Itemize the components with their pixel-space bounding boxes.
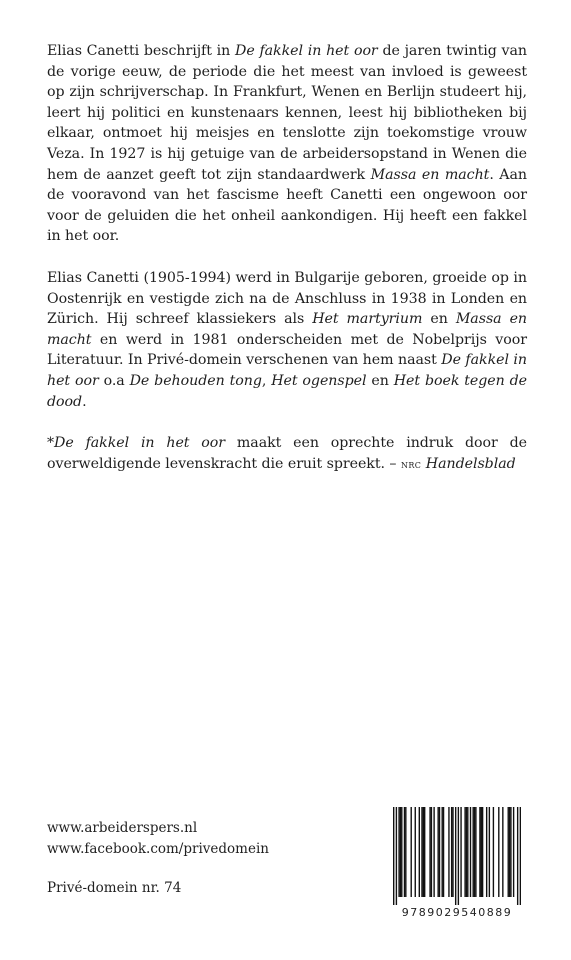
- barcode-bar: [405, 807, 406, 897]
- book-title: Massa en macht: [370, 166, 490, 183]
- facebook-link[interactable]: www.facebook.com/privedomein: [47, 841, 269, 857]
- barcode-bar: [486, 807, 487, 897]
- barcode-bar: [475, 807, 476, 897]
- barcode-bar: [439, 807, 440, 897]
- barcode-bar: [411, 807, 412, 897]
- text-run: Elias Canetti beschrijft in: [47, 43, 236, 59]
- isbn-digits: 9789029540889: [401, 906, 513, 919]
- barcode-bar: [393, 807, 394, 905]
- barcode-bar: [429, 807, 430, 897]
- book-title: Massa en macht: [47, 311, 528, 348]
- barcode-bar: [520, 807, 521, 905]
- press-source-prefix: nrc: [400, 456, 422, 471]
- barcode-bar: [513, 807, 514, 897]
- text-run: en werd in 1981 onderscheiden met de Nobelprijs voor Literatuur. In Privé-domein verschenen van hem naast: [47, 331, 527, 369]
- barcode-bar: [421, 807, 422, 897]
- barcode-bar: [404, 807, 405, 897]
- blurb-paragraph-press-quote: [47, 433, 527, 474]
- barcode-bar: [437, 807, 438, 897]
- barcode-bar: [452, 807, 453, 897]
- barcode-bar: [466, 807, 467, 897]
- barcode-bars: [393, 807, 521, 905]
- barcode-bar: [415, 807, 416, 897]
- text-run: maakt een oprechte indruk door de overweldigende levenskracht die eruit spreekt. –: [47, 435, 527, 472]
- text-run: . Aan de vooravond van het fascisme heeft Canetti een ongewoon oor voor de geluiden die het onheil aankondigen. Hij heeft een fakkel in het oor.: [47, 166, 527, 245]
- book-title: De behouden tong: [129, 372, 262, 389]
- barcode-bar: [510, 807, 511, 897]
- barcode-bar: [474, 807, 475, 897]
- barcode-bar: [467, 807, 468, 897]
- book-title: De fakkel in het oor: [235, 43, 378, 59]
- barcode-bar: [482, 807, 483, 897]
- blurb-paragraph-author-bio: [47, 268, 527, 412]
- barcode-bar: [498, 807, 499, 897]
- barcode-bar: [455, 807, 456, 905]
- back-cover-blurb: [47, 41, 527, 495]
- barcode-bar: [442, 807, 443, 897]
- barcode-bar: [517, 807, 518, 905]
- barcode-bar: [509, 807, 510, 897]
- book-title: Het martyrium: [312, 311, 423, 328]
- barcode-bar: [458, 807, 459, 905]
- text-run: en: [422, 311, 456, 328]
- text-run: Elias Canetti (1905-1994) werd in Bulgarije geboren, groeide op in Oostenrijk en vestigde zich na de Anschluss in 1938 in Londen en Zürich. Hij schreef klassiekers als: [47, 269, 527, 328]
- barcode-bar: [423, 807, 424, 897]
- barcode-bar: [398, 807, 399, 897]
- barcode-bar: [470, 807, 471, 897]
- barcode-bar: [464, 807, 465, 897]
- barcode-bar: [479, 807, 480, 897]
- barcode-bar: [400, 807, 401, 897]
- barcode-bar: [481, 807, 482, 897]
- isbn-barcode: [393, 807, 521, 911]
- barcode-bar: [443, 807, 444, 897]
- barcode-bar: [451, 807, 452, 897]
- blurb-paragraph-summary: [47, 41, 527, 247]
- barcode-bar: [472, 807, 473, 897]
- publisher-website-link[interactable]: www.arbeiderspers.nl: [47, 820, 198, 836]
- barcode-bar: [493, 807, 494, 897]
- book-title: Het ogenspel: [271, 372, 367, 389]
- barcode-bar: [424, 807, 425, 897]
- barcode-bar: [419, 807, 420, 897]
- barcode-bar: [508, 807, 509, 897]
- text-run: *: [47, 435, 55, 452]
- series-number: Privé-domein nr. 74: [47, 880, 182, 896]
- text-run: en: [366, 372, 394, 389]
- barcode-bar: [433, 807, 434, 897]
- text-run: .: [82, 393, 87, 410]
- book-title: De fakkel in het oor: [54, 435, 226, 452]
- barcode-bar: [401, 807, 402, 897]
- text-run: o.a: [98, 372, 130, 389]
- barcode-bar: [431, 807, 432, 897]
- text-run: de jaren twintig van de vorige eeuw, de periode die het meest van invloed is geweest op zijn schrijverschap. In Frankfurt, Wenen en Berlijn studeert hij, leert hij politici en kunstenaars kennen, leest hij bibliotheken bij elkaar, ontmoet hij meisjes en tenslotte zijn toekomstige vrouw Veza. In 1927 is hij getuige van de arbeidersopstand in Wenen die hem de aanzet geeft tot zijn standaardwerk: [47, 43, 527, 183]
- barcode-bar: [460, 807, 461, 897]
- text-run: ,: [261, 372, 272, 389]
- book-title: Het boek tegen de dood: [47, 372, 528, 410]
- press-source: Handelsblad: [425, 455, 516, 472]
- barcode-bar: [448, 807, 449, 897]
- book-title: De fakkel in het oor: [47, 352, 527, 389]
- barcode-bar: [502, 807, 503, 897]
- publisher-links: [47, 818, 269, 860]
- barcode-bar: [489, 807, 490, 897]
- barcode-bar: [396, 807, 397, 905]
